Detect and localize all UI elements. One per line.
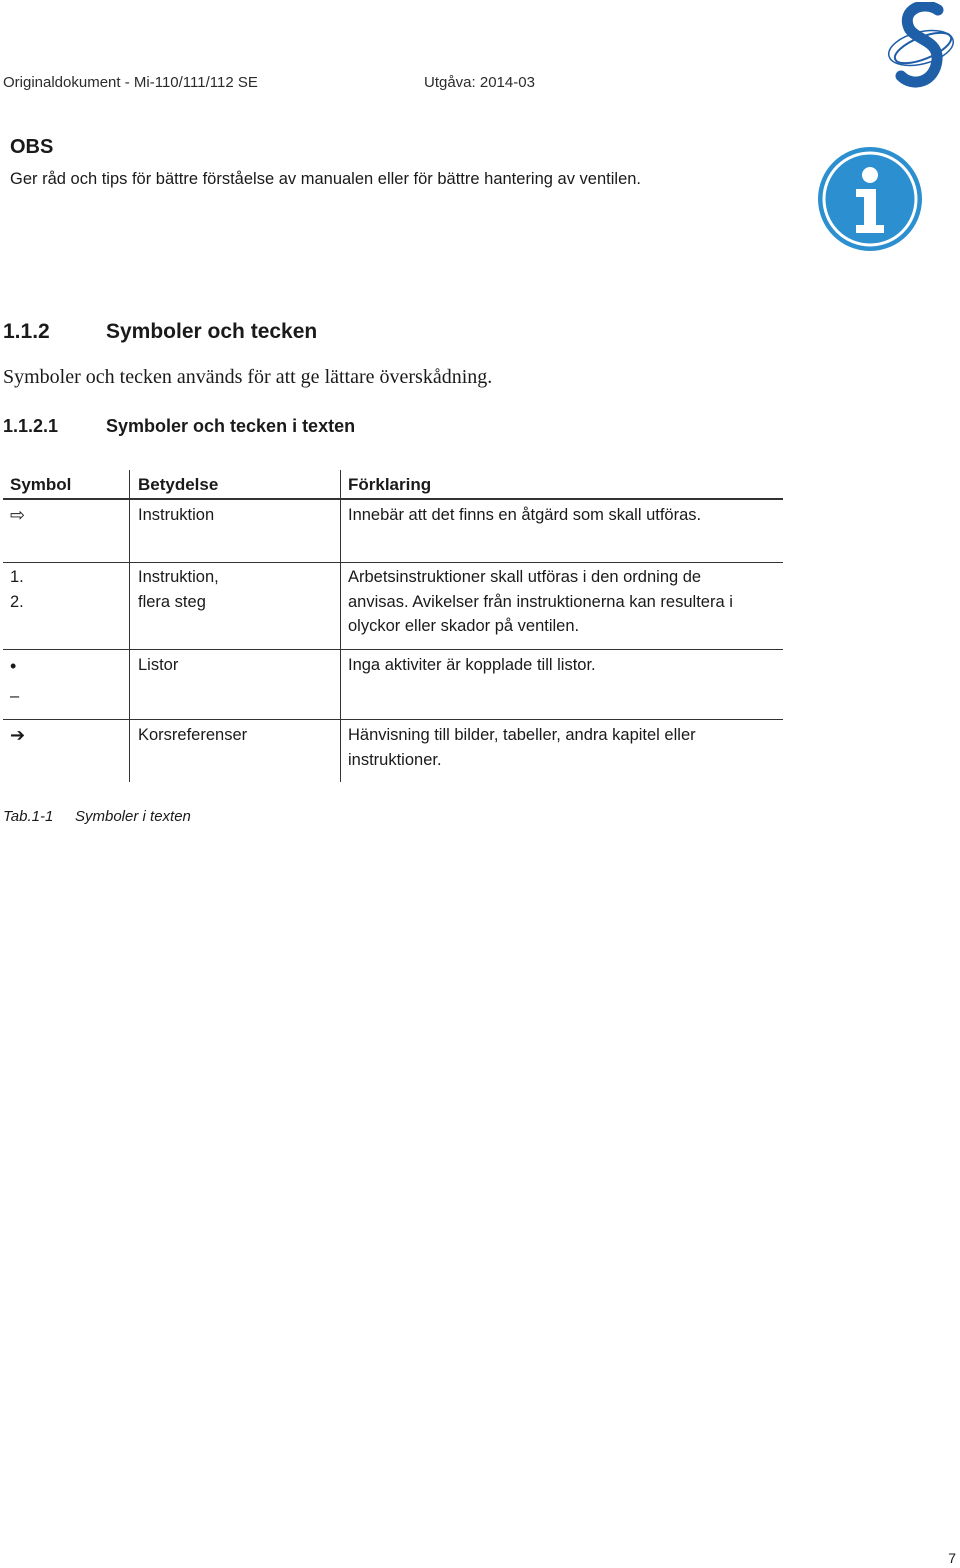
row-divider (3, 562, 783, 563)
row-meaning: Korsreferenser (138, 726, 248, 744)
bullet-icon: • (10, 656, 17, 676)
row-explanation: olyckor eller skador på ventilen. (348, 617, 580, 635)
header-divider (3, 498, 783, 500)
dash-icon: – (10, 687, 20, 705)
section-intro: Symboler och tecken används för att ge lättare överskådning. (3, 366, 493, 388)
row-meaning: Instruktion (138, 506, 215, 524)
subsection-title: Symboler och tecken i texten (106, 416, 356, 436)
row-explanation: Inga aktiviter är kopplade till listor. (348, 656, 596, 674)
company-logo (883, 2, 957, 94)
row-explanation: Arbetsinstruktioner skall utföras i den ordning de (348, 568, 702, 586)
row-meaning: Listor (138, 656, 179, 674)
row-explanation: Hänvisning till bilder, tabeller, andra kapitel eller (348, 726, 696, 744)
row-divider (3, 649, 783, 650)
row-explanation: instruktioner. (348, 751, 442, 769)
row-meaning: Instruktion, (138, 568, 219, 586)
table-caption-number: Tab.1-1 (3, 808, 54, 825)
row-divider (3, 719, 783, 720)
subsection-number: 1.1.2.1 (3, 416, 59, 436)
info-icon (816, 145, 924, 253)
edition-date: Utgåva: 2014-03 (424, 74, 535, 91)
column-divider (340, 470, 341, 782)
table-caption-text: Symboler i texten (75, 808, 191, 825)
page-number: 7 (948, 1550, 956, 1566)
row-explanation: anvisas. Avikelser från instruktionerna kan resultera i (348, 593, 733, 611)
notice-title: OBS (10, 136, 54, 158)
section-title: Symboler och tecken (106, 320, 318, 343)
arrow-right-icon: ➔ (10, 725, 26, 745)
col-header-explanation: Förklaring (348, 475, 432, 494)
column-divider (129, 470, 130, 782)
step-number: 1. (10, 568, 24, 586)
step-number: 2. (10, 593, 24, 611)
hollow-arrow-icon: ⇨ (10, 505, 26, 525)
notice-text: Ger råd och tips för bättre förståelse av manualen eller för bättre hantering av ventilen. (10, 170, 642, 188)
document-id: Originaldokument - Mi-110/111/112 SE (3, 74, 258, 91)
row-explanation: Innebär att det finns en åtgärd som skall utföras. (348, 506, 702, 524)
col-header-symbol: Symbol (10, 475, 72, 494)
row-meaning: flera steg (138, 593, 206, 611)
section-number: 1.1.2 (3, 320, 50, 343)
col-header-meaning: Betydelse (138, 475, 219, 494)
